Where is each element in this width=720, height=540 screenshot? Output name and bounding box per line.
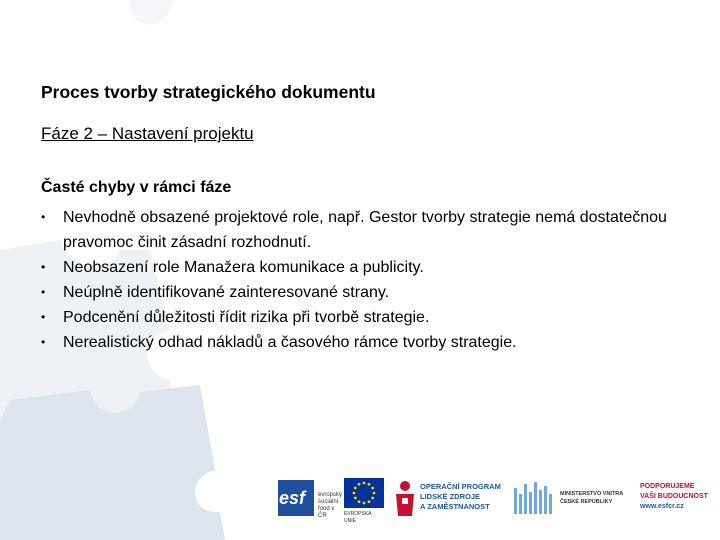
list-item: • Nevhodně obsazené projektové role, např. Gestor tvorby strategie nemá dostatečnou pravomoc činit zásadní rozhodnutí. bbox=[41, 205, 671, 255]
eu-logo bbox=[344, 478, 384, 522]
esf-logo: esf evropský sociální fond v ČR bbox=[278, 478, 342, 522]
bullet-list bbox=[41, 205, 671, 355]
bullet-icon: • bbox=[41, 260, 46, 274]
list-item: • Podcenění důležitosti řídit rizika při tvorbě strategie. bbox=[41, 305, 671, 330]
support-logo: PODPORUJEME VAŠI BUDOUCNOST www.esfcr.cz bbox=[640, 483, 708, 510]
bullet-icon: • bbox=[41, 335, 46, 349]
eu-flag-icon bbox=[344, 478, 384, 508]
list-item: • Neobsazení role Manažera komunikace a publicity. bbox=[41, 255, 671, 280]
op-figure-icon bbox=[394, 480, 416, 516]
esf-mark: esf bbox=[279, 488, 306, 508]
list-item: • Nerealistický odhad nákladů a časového rámce tvorby strategie. bbox=[41, 330, 671, 355]
op-logo: OPERAČNÍ PROGRAM LIDSKÉ ZDROJE A ZAMĚSTNANOST bbox=[394, 478, 506, 522]
list-item: • Neúplně identifikované zainteresované strany. bbox=[41, 280, 671, 305]
mv-logo: MINISTERSTVO VNITRA ČESKÉ REPUBLIKY bbox=[514, 478, 632, 522]
slide-title: Proces tvorby strategického dokumentu bbox=[41, 82, 376, 102]
mv-bars-icon bbox=[514, 480, 556, 516]
bullet-icon: • bbox=[41, 310, 46, 324]
eu-label: EVROPSKÁ UNIE bbox=[344, 511, 372, 524]
bullet-icon: • bbox=[41, 285, 46, 299]
puzzle-piece-top bbox=[0, 0, 175, 24]
bullet-icon: • bbox=[41, 210, 46, 224]
slide-subtitle: Fáze 2 – Nastavení projektu bbox=[41, 124, 254, 143]
footer-logos bbox=[276, 478, 720, 522]
section-heading: Časté chyby v rámci fáze bbox=[41, 179, 232, 196]
